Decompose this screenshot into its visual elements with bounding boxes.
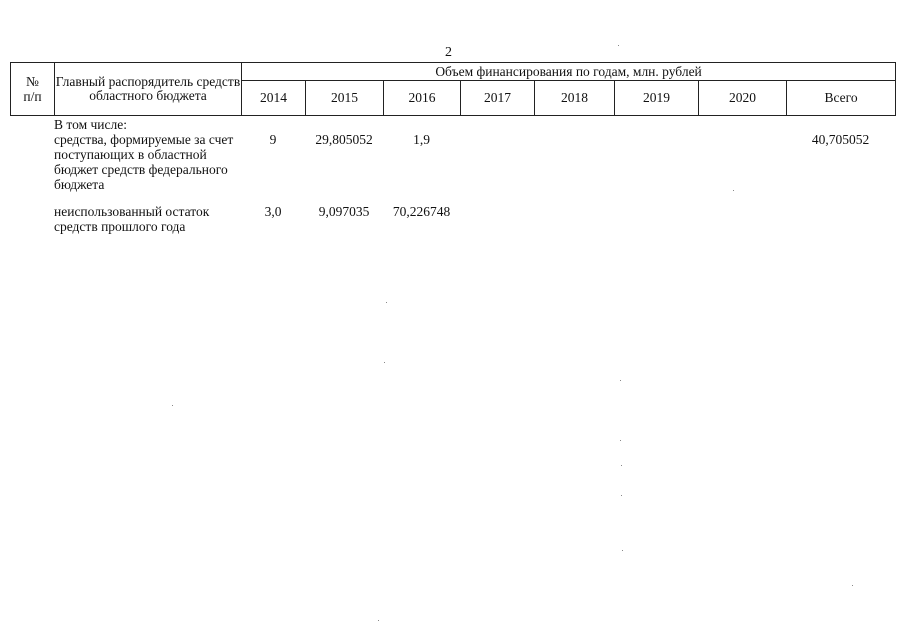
scan-speck (384, 362, 385, 363)
total-header: Всего (787, 81, 896, 116)
column-manager-header: Главный распорядитель средств областного бюджета (55, 63, 242, 116)
column-number-header (11, 63, 55, 116)
year-2015-header: 2015 (306, 81, 384, 116)
scan-speck (172, 405, 173, 406)
row-federal-2016: 1,9 (413, 132, 430, 147)
year-2016-header: 2016 (384, 81, 461, 116)
row-remainder-2016: 70,226748 (392, 204, 451, 219)
scan-speck (621, 495, 622, 496)
scan-speck (852, 585, 853, 586)
row-intro-label: В том числе: (54, 117, 127, 132)
scan-speck (622, 550, 623, 551)
year-2018-header: 2018 (535, 81, 615, 116)
scan-speck (733, 190, 734, 191)
row-remainder-2014: 3,0 (264, 204, 282, 219)
row-federal-2015: 29,805052 (315, 132, 373, 147)
row-federal-label: средства, формируемые за счет поступающих в областной бюджет средств федерального бюджета (54, 132, 234, 192)
funding-table-header (10, 62, 896, 116)
scan-speck (620, 380, 621, 381)
scan-speck (386, 302, 387, 303)
column-number-header-text: № п/п (23, 74, 42, 104)
row-federal-total: 40,705052 (811, 132, 870, 147)
year-2020-header: 2020 (699, 81, 787, 116)
scan-speck (618, 45, 619, 46)
funding-title-header: Объем финансирования по годам, млн. рублей (242, 63, 896, 81)
row-remainder-label: неиспользованный остаток средств прошлого года (54, 204, 210, 234)
row-federal-2014: 9 (269, 132, 277, 147)
year-2017-header: 2017 (461, 81, 535, 116)
scan-speck (620, 440, 621, 441)
page-number: 2 (445, 45, 452, 60)
year-2019-header: 2019 (615, 81, 699, 116)
scan-speck (378, 620, 379, 621)
scan-speck (621, 465, 622, 466)
row-remainder-2015: 9,097035 (318, 204, 370, 219)
year-2014-header: 2014 (242, 81, 306, 116)
